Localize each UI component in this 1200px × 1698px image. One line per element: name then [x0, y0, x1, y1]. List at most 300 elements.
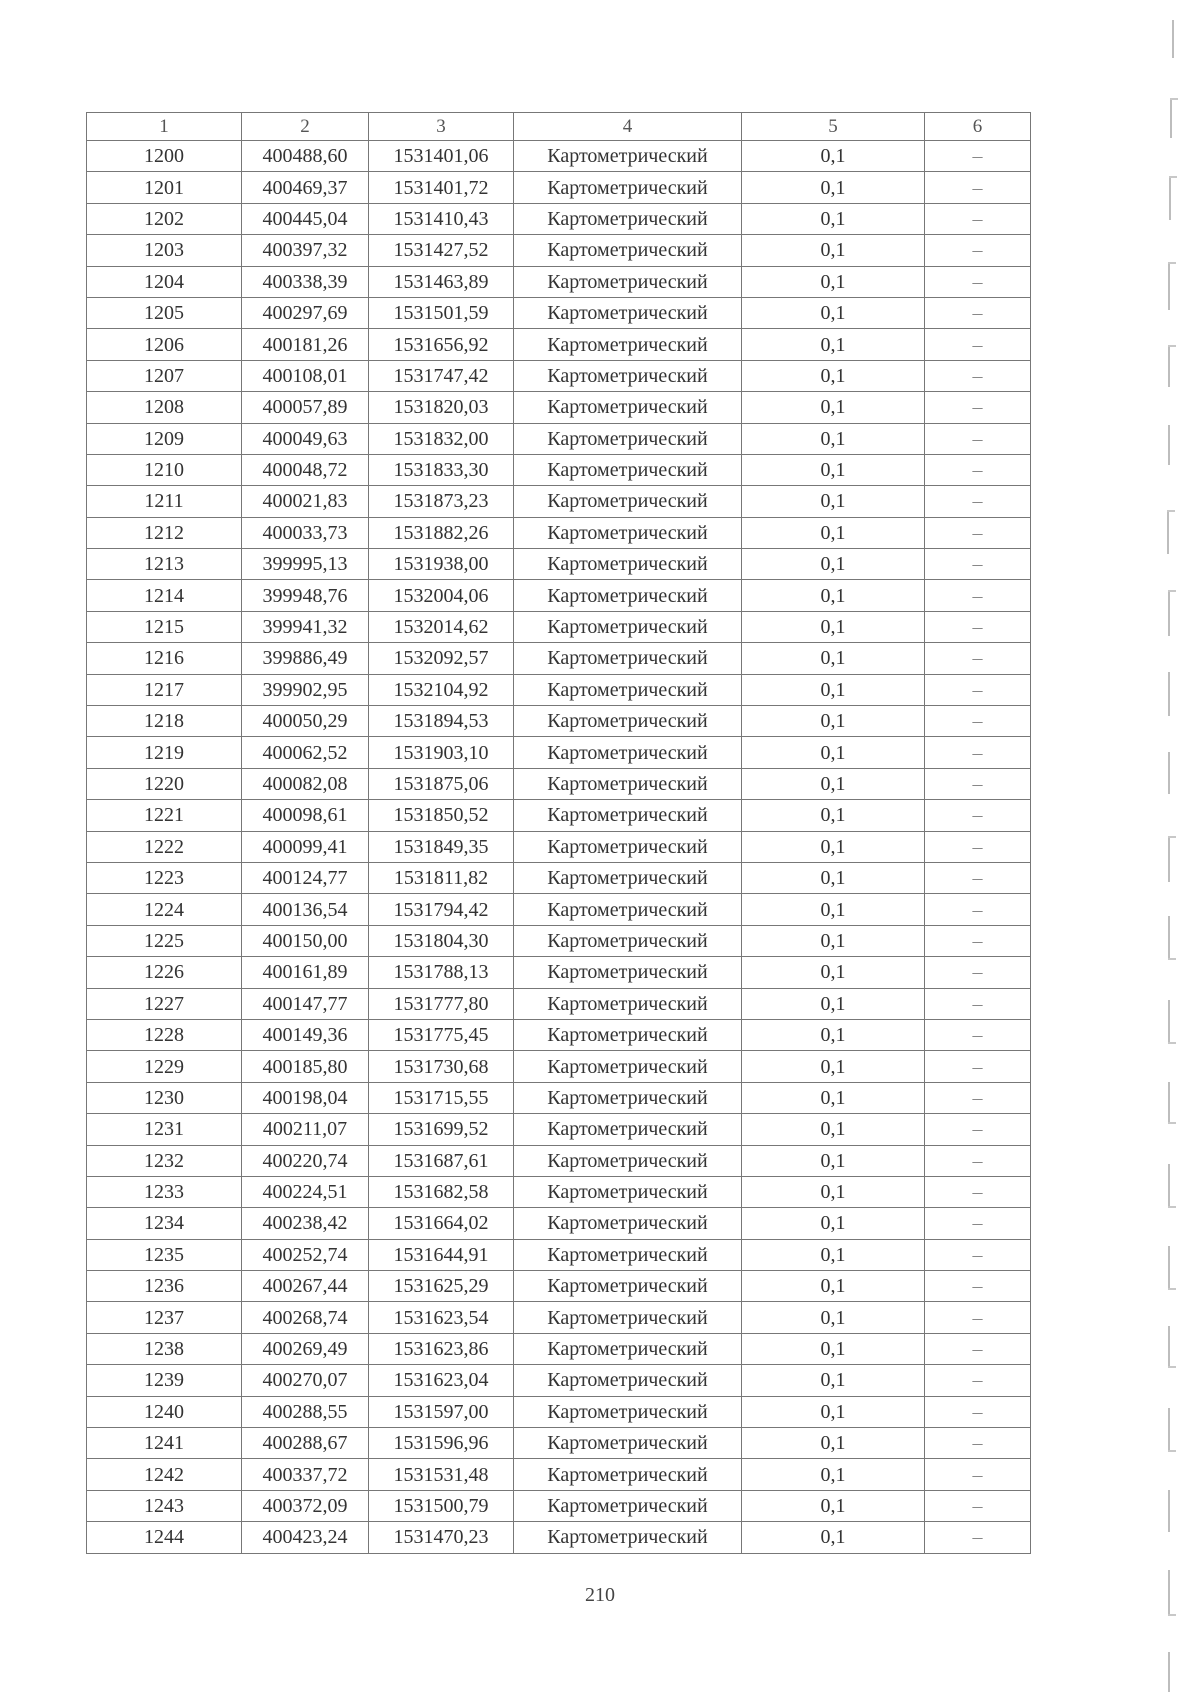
cell-note: –: [925, 329, 1031, 360]
cell-point-number: 1211: [87, 486, 242, 517]
cell-coord-y: 1531894,53: [369, 706, 514, 737]
table-row: [87, 737, 1031, 768]
cell-note: –: [925, 1082, 1031, 1113]
cell-coord-y: 1531644,91: [369, 1239, 514, 1270]
cell-note: –: [925, 580, 1031, 611]
cell-note: –: [925, 1333, 1031, 1364]
cell-coord-x: 400198,04: [242, 1082, 369, 1113]
cell-accuracy: 0,1: [742, 329, 925, 360]
cell-accuracy: 0,1: [742, 203, 925, 234]
table-row: [87, 423, 1031, 454]
cell-method: Картометрический: [514, 203, 742, 234]
cell-coord-x: 400469,37: [242, 172, 369, 203]
cell-accuracy: 0,1: [742, 1051, 925, 1082]
cell-note: –: [925, 1019, 1031, 1050]
table-row: [87, 768, 1031, 799]
table-row: [87, 549, 1031, 580]
cell-point-number: 1220: [87, 768, 242, 799]
cell-accuracy: 0,1: [742, 800, 925, 831]
cell-point-number: 1243: [87, 1490, 242, 1521]
cell-point-number: 1216: [87, 643, 242, 674]
cell-coord-y: 1531664,02: [369, 1208, 514, 1239]
cell-coord-x: 400050,29: [242, 706, 369, 737]
cell-coord-x: 400288,55: [242, 1396, 369, 1427]
cell-point-number: 1213: [87, 549, 242, 580]
cell-coord-y: 1531811,82: [369, 862, 514, 893]
table-row: [87, 1019, 1031, 1050]
table-header: [87, 113, 1031, 141]
cell-accuracy: 0,1: [742, 862, 925, 893]
cell-note: –: [925, 1176, 1031, 1207]
cell-method: Картометрический: [514, 611, 742, 642]
cell-point-number: 1229: [87, 1051, 242, 1082]
cell-coord-y: 1531820,03: [369, 392, 514, 423]
cell-method: Картометрический: [514, 266, 742, 297]
cell-note: –: [925, 831, 1031, 862]
cell-method: Картометрический: [514, 1428, 742, 1459]
cell-note: –: [925, 1428, 1031, 1459]
cell-coord-x: 400488,60: [242, 141, 369, 172]
table-row: [87, 1271, 1031, 1302]
cell-method: Картометрический: [514, 925, 742, 956]
cell-note: –: [925, 1490, 1031, 1521]
table-row: [87, 1365, 1031, 1396]
table-row: [87, 329, 1031, 360]
header-col-4: 4: [514, 113, 742, 141]
cell-accuracy: 0,1: [742, 297, 925, 328]
cell-method: Картометрический: [514, 768, 742, 799]
cell-note: –: [925, 894, 1031, 925]
cell-accuracy: 0,1: [742, 360, 925, 391]
cell-coord-y: 1531501,59: [369, 297, 514, 328]
cell-accuracy: 0,1: [742, 549, 925, 580]
cell-coord-x: 400033,73: [242, 517, 369, 548]
cell-note: –: [925, 454, 1031, 485]
cell-point-number: 1217: [87, 674, 242, 705]
cell-coord-y: 1531850,52: [369, 800, 514, 831]
cell-coord-y: 1531401,72: [369, 172, 514, 203]
cell-note: –: [925, 423, 1031, 454]
table-row: [87, 862, 1031, 893]
cell-accuracy: 0,1: [742, 1428, 925, 1459]
cell-coord-y: 1531788,13: [369, 957, 514, 988]
cell-coord-y: 1532004,06: [369, 580, 514, 611]
table-row: [87, 925, 1031, 956]
cell-coord-x: 400150,00: [242, 925, 369, 956]
header-col-6: 6: [925, 113, 1031, 141]
cell-method: Картометрический: [514, 141, 742, 172]
cell-coord-y: 1532014,62: [369, 611, 514, 642]
cell-accuracy: 0,1: [742, 454, 925, 485]
cell-accuracy: 0,1: [742, 611, 925, 642]
cell-coord-x: 400048,72: [242, 454, 369, 485]
cell-accuracy: 0,1: [742, 894, 925, 925]
cell-accuracy: 0,1: [742, 643, 925, 674]
cell-coord-y: 1531747,42: [369, 360, 514, 391]
table-row: [87, 1333, 1031, 1364]
cell-note: –: [925, 988, 1031, 1019]
cell-coord-x: 399886,49: [242, 643, 369, 674]
cell-coord-y: 1531623,86: [369, 1333, 514, 1364]
table-row: [87, 988, 1031, 1019]
cell-accuracy: 0,1: [742, 172, 925, 203]
table-row: [87, 580, 1031, 611]
cell-accuracy: 0,1: [742, 1239, 925, 1270]
table-row: [87, 454, 1031, 485]
cell-coord-x: 400211,07: [242, 1114, 369, 1145]
cell-accuracy: 0,1: [742, 1302, 925, 1333]
cell-point-number: 1232: [87, 1145, 242, 1176]
table-row: [87, 1145, 1031, 1176]
table-row: [87, 1522, 1031, 1553]
cell-coord-x: 400252,74: [242, 1239, 369, 1270]
cell-note: –: [925, 862, 1031, 893]
table-row: [87, 1239, 1031, 1270]
cell-note: –: [925, 674, 1031, 705]
cell-method: Картометрический: [514, 1490, 742, 1521]
cell-note: –: [925, 768, 1031, 799]
cell-accuracy: 0,1: [742, 1333, 925, 1364]
cell-coord-x: 400161,89: [242, 957, 369, 988]
cell-coord-y: 1531873,23: [369, 486, 514, 517]
table-row: [87, 674, 1031, 705]
table-row: [87, 235, 1031, 266]
cell-coord-x: 400297,69: [242, 297, 369, 328]
cell-method: Картометрический: [514, 674, 742, 705]
cell-note: –: [925, 737, 1031, 768]
cell-accuracy: 0,1: [742, 988, 925, 1019]
cell-coord-y: 1531427,52: [369, 235, 514, 266]
table-row: [87, 894, 1031, 925]
cell-accuracy: 0,1: [742, 674, 925, 705]
cell-accuracy: 0,1: [742, 1019, 925, 1050]
cell-note: –: [925, 141, 1031, 172]
header-row: [87, 113, 1031, 141]
header-col-3: 3: [369, 113, 514, 141]
cell-method: Картометрический: [514, 172, 742, 203]
cell-method: Картометрический: [514, 423, 742, 454]
cell-method: Картометрический: [514, 800, 742, 831]
cell-note: –: [925, 1145, 1031, 1176]
cell-accuracy: 0,1: [742, 1145, 925, 1176]
cell-point-number: 1208: [87, 392, 242, 423]
cell-accuracy: 0,1: [742, 423, 925, 454]
table-row: [87, 1208, 1031, 1239]
cell-note: –: [925, 517, 1031, 548]
cell-coord-y: 1531794,42: [369, 894, 514, 925]
cell-coord-x: 400185,80: [242, 1051, 369, 1082]
table-row: [87, 831, 1031, 862]
cell-coord-y: 1531500,79: [369, 1490, 514, 1521]
cell-coord-x: 400270,07: [242, 1365, 369, 1396]
cell-coord-x: 400136,54: [242, 894, 369, 925]
cell-note: –: [925, 1522, 1031, 1553]
cell-point-number: 1214: [87, 580, 242, 611]
cell-note: –: [925, 1302, 1031, 1333]
cell-method: Картометрический: [514, 454, 742, 485]
table-row: [87, 172, 1031, 203]
cell-accuracy: 0,1: [742, 141, 925, 172]
cell-coord-x: 400397,32: [242, 235, 369, 266]
table-row: [87, 957, 1031, 988]
cell-point-number: 1205: [87, 297, 242, 328]
cell-coord-x: 400238,42: [242, 1208, 369, 1239]
table-row: [87, 141, 1031, 172]
cell-point-number: 1237: [87, 1302, 242, 1333]
table-row: [87, 517, 1031, 548]
cell-note: –: [925, 1459, 1031, 1490]
cell-point-number: 1238: [87, 1333, 242, 1364]
cell-coord-x: 400372,09: [242, 1490, 369, 1521]
cell-point-number: 1227: [87, 988, 242, 1019]
cell-accuracy: 0,1: [742, 486, 925, 517]
cell-coord-x: 400108,01: [242, 360, 369, 391]
cell-point-number: 1241: [87, 1428, 242, 1459]
table-row: [87, 297, 1031, 328]
cell-coord-x: 400269,49: [242, 1333, 369, 1364]
cell-coord-x: 400149,36: [242, 1019, 369, 1050]
cell-coord-y: 1531804,30: [369, 925, 514, 956]
cell-coord-x: 399948,76: [242, 580, 369, 611]
cell-method: Картометрический: [514, 831, 742, 862]
table-row: [87, 1490, 1031, 1521]
cell-accuracy: 0,1: [742, 706, 925, 737]
cell-accuracy: 0,1: [742, 1396, 925, 1427]
cell-point-number: 1228: [87, 1019, 242, 1050]
page-number: 210: [585, 1584, 615, 1606]
cell-coord-x: 400057,89: [242, 392, 369, 423]
cell-point-number: 1226: [87, 957, 242, 988]
cell-coord-x: 400181,26: [242, 329, 369, 360]
cell-coord-y: 1531623,04: [369, 1365, 514, 1396]
cell-note: –: [925, 1114, 1031, 1145]
cell-note: –: [925, 1051, 1031, 1082]
cell-note: –: [925, 1271, 1031, 1302]
cell-point-number: 1223: [87, 862, 242, 893]
cell-accuracy: 0,1: [742, 1490, 925, 1521]
header-col-1: 1: [87, 113, 242, 141]
cell-coord-x: 400220,74: [242, 1145, 369, 1176]
cell-coord-y: 1532092,57: [369, 643, 514, 674]
cell-note: –: [925, 611, 1031, 642]
cell-accuracy: 0,1: [742, 1208, 925, 1239]
cell-coord-x: 400224,51: [242, 1176, 369, 1207]
cell-method: Картометрический: [514, 329, 742, 360]
cell-method: Картометрический: [514, 1271, 742, 1302]
table-row: [87, 1396, 1031, 1427]
cell-point-number: 1207: [87, 360, 242, 391]
cell-coord-y: 1531470,23: [369, 1522, 514, 1553]
table-row: [87, 1459, 1031, 1490]
cell-method: Картометрический: [514, 862, 742, 893]
header-col-5: 5: [742, 113, 925, 141]
cell-coord-x: 399902,95: [242, 674, 369, 705]
cell-point-number: 1200: [87, 141, 242, 172]
cell-method: Картометрический: [514, 1239, 742, 1270]
cell-note: –: [925, 549, 1031, 580]
cell-method: Картометрический: [514, 1396, 742, 1427]
cell-method: Картометрический: [514, 392, 742, 423]
table-body: [87, 141, 1031, 1554]
cell-coord-x: 400267,44: [242, 1271, 369, 1302]
cell-method: Картометрический: [514, 517, 742, 548]
cell-coord-y: 1531623,54: [369, 1302, 514, 1333]
cell-method: Картометрический: [514, 1176, 742, 1207]
cell-method: Картометрический: [514, 549, 742, 580]
cell-note: –: [925, 1365, 1031, 1396]
cell-accuracy: 0,1: [742, 1459, 925, 1490]
cell-accuracy: 0,1: [742, 768, 925, 799]
cell-coord-y: 1531832,00: [369, 423, 514, 454]
cell-note: –: [925, 957, 1031, 988]
cell-accuracy: 0,1: [742, 1114, 925, 1145]
table-row: [87, 800, 1031, 831]
cell-note: –: [925, 925, 1031, 956]
cell-point-number: 1204: [87, 266, 242, 297]
cell-method: Картометрический: [514, 360, 742, 391]
cell-method: Картометрический: [514, 894, 742, 925]
cell-coord-y: 1531410,43: [369, 203, 514, 234]
cell-note: –: [925, 1396, 1031, 1427]
cell-method: Картометрический: [514, 957, 742, 988]
scan-edge-artifact: [1164, 0, 1200, 1698]
table-row: [87, 643, 1031, 674]
cell-accuracy: 0,1: [742, 1082, 925, 1113]
cell-note: –: [925, 392, 1031, 423]
cell-coord-x: 400062,52: [242, 737, 369, 768]
cell-accuracy: 0,1: [742, 925, 925, 956]
cell-point-number: 1235: [87, 1239, 242, 1270]
cell-coord-x: 400423,24: [242, 1522, 369, 1553]
table-row: [87, 203, 1031, 234]
cell-method: Картометрический: [514, 737, 742, 768]
cell-accuracy: 0,1: [742, 1176, 925, 1207]
cell-note: –: [925, 643, 1031, 674]
table-row: [87, 706, 1031, 737]
cell-point-number: 1224: [87, 894, 242, 925]
cell-method: Картометрический: [514, 297, 742, 328]
cell-method: Картометрический: [514, 1208, 742, 1239]
cell-coord-y: 1532104,92: [369, 674, 514, 705]
cell-point-number: 1236: [87, 1271, 242, 1302]
cell-method: Картометрический: [514, 1019, 742, 1050]
cell-coord-y: 1531401,06: [369, 141, 514, 172]
cell-note: –: [925, 1208, 1031, 1239]
cell-coord-x: 400288,67: [242, 1428, 369, 1459]
cell-point-number: 1203: [87, 235, 242, 266]
cell-accuracy: 0,1: [742, 580, 925, 611]
cell-note: –: [925, 360, 1031, 391]
cell-note: –: [925, 203, 1031, 234]
cell-accuracy: 0,1: [742, 1271, 925, 1302]
cell-coord-y: 1531597,00: [369, 1396, 514, 1427]
table-row: [87, 1082, 1031, 1113]
cell-method: Картометрический: [514, 706, 742, 737]
cell-point-number: 1239: [87, 1365, 242, 1396]
cell-accuracy: 0,1: [742, 266, 925, 297]
cell-method: Картометрический: [514, 580, 742, 611]
header-col-2: 2: [242, 113, 369, 141]
cell-point-number: 1234: [87, 1208, 242, 1239]
cell-point-number: 1221: [87, 800, 242, 831]
cell-coord-x: 400268,74: [242, 1302, 369, 1333]
cell-method: Картометрический: [514, 1114, 742, 1145]
table-row: [87, 486, 1031, 517]
cell-coord-y: 1531775,45: [369, 1019, 514, 1050]
cell-point-number: 1202: [87, 203, 242, 234]
cell-accuracy: 0,1: [742, 1365, 925, 1396]
cell-point-number: 1242: [87, 1459, 242, 1490]
cell-accuracy: 0,1: [742, 235, 925, 266]
cell-accuracy: 0,1: [742, 957, 925, 988]
cell-method: Картометрический: [514, 1459, 742, 1490]
cell-accuracy: 0,1: [742, 831, 925, 862]
table-row: [87, 1051, 1031, 1082]
table-row: [87, 1428, 1031, 1459]
cell-point-number: 1233: [87, 1176, 242, 1207]
cell-point-number: 1244: [87, 1522, 242, 1553]
cell-coord-x: 400445,04: [242, 203, 369, 234]
cell-point-number: 1201: [87, 172, 242, 203]
cell-coord-y: 1531730,68: [369, 1051, 514, 1082]
coordinates-table: [86, 112, 1031, 1554]
cell-coord-y: 1531531,48: [369, 1459, 514, 1490]
cell-point-number: 1230: [87, 1082, 242, 1113]
cell-method: Картометрический: [514, 1302, 742, 1333]
cell-point-number: 1240: [87, 1396, 242, 1427]
cell-method: Картометрический: [514, 988, 742, 1019]
cell-coord-y: 1531682,58: [369, 1176, 514, 1207]
table-row: [87, 611, 1031, 642]
cell-note: –: [925, 172, 1031, 203]
cell-coord-x: 400021,83: [242, 486, 369, 517]
cell-accuracy: 0,1: [742, 737, 925, 768]
cell-coord-x: 400338,39: [242, 266, 369, 297]
cell-coord-y: 1531463,89: [369, 266, 514, 297]
cell-coord-y: 1531875,06: [369, 768, 514, 799]
cell-coord-y: 1531903,10: [369, 737, 514, 768]
cell-accuracy: 0,1: [742, 392, 925, 423]
cell-point-number: 1219: [87, 737, 242, 768]
cell-coord-y: 1531849,35: [369, 831, 514, 862]
cell-method: Картометрический: [514, 1365, 742, 1396]
cell-point-number: 1210: [87, 454, 242, 485]
cell-coord-x: 400099,41: [242, 831, 369, 862]
cell-coord-y: 1531833,30: [369, 454, 514, 485]
cell-coord-y: 1531938,00: [369, 549, 514, 580]
cell-method: Картометрический: [514, 1082, 742, 1113]
cell-method: Картометрический: [514, 486, 742, 517]
cell-coord-x: 400147,77: [242, 988, 369, 1019]
cell-coord-y: 1531687,61: [369, 1145, 514, 1176]
cell-method: Картометрический: [514, 1051, 742, 1082]
cell-point-number: 1209: [87, 423, 242, 454]
cell-coord-x: 400337,72: [242, 1459, 369, 1490]
cell-coord-y: 1531882,26: [369, 517, 514, 548]
table-row: [87, 1176, 1031, 1207]
cell-note: –: [925, 1239, 1031, 1270]
cell-point-number: 1218: [87, 706, 242, 737]
cell-accuracy: 0,1: [742, 517, 925, 548]
cell-method: Картометрический: [514, 1522, 742, 1553]
cell-accuracy: 0,1: [742, 1522, 925, 1553]
cell-coord-x: 399941,32: [242, 611, 369, 642]
cell-point-number: 1231: [87, 1114, 242, 1145]
table-row: [87, 1302, 1031, 1333]
cell-coord-x: 400049,63: [242, 423, 369, 454]
cell-coord-y: 1531777,80: [369, 988, 514, 1019]
cell-point-number: 1206: [87, 329, 242, 360]
